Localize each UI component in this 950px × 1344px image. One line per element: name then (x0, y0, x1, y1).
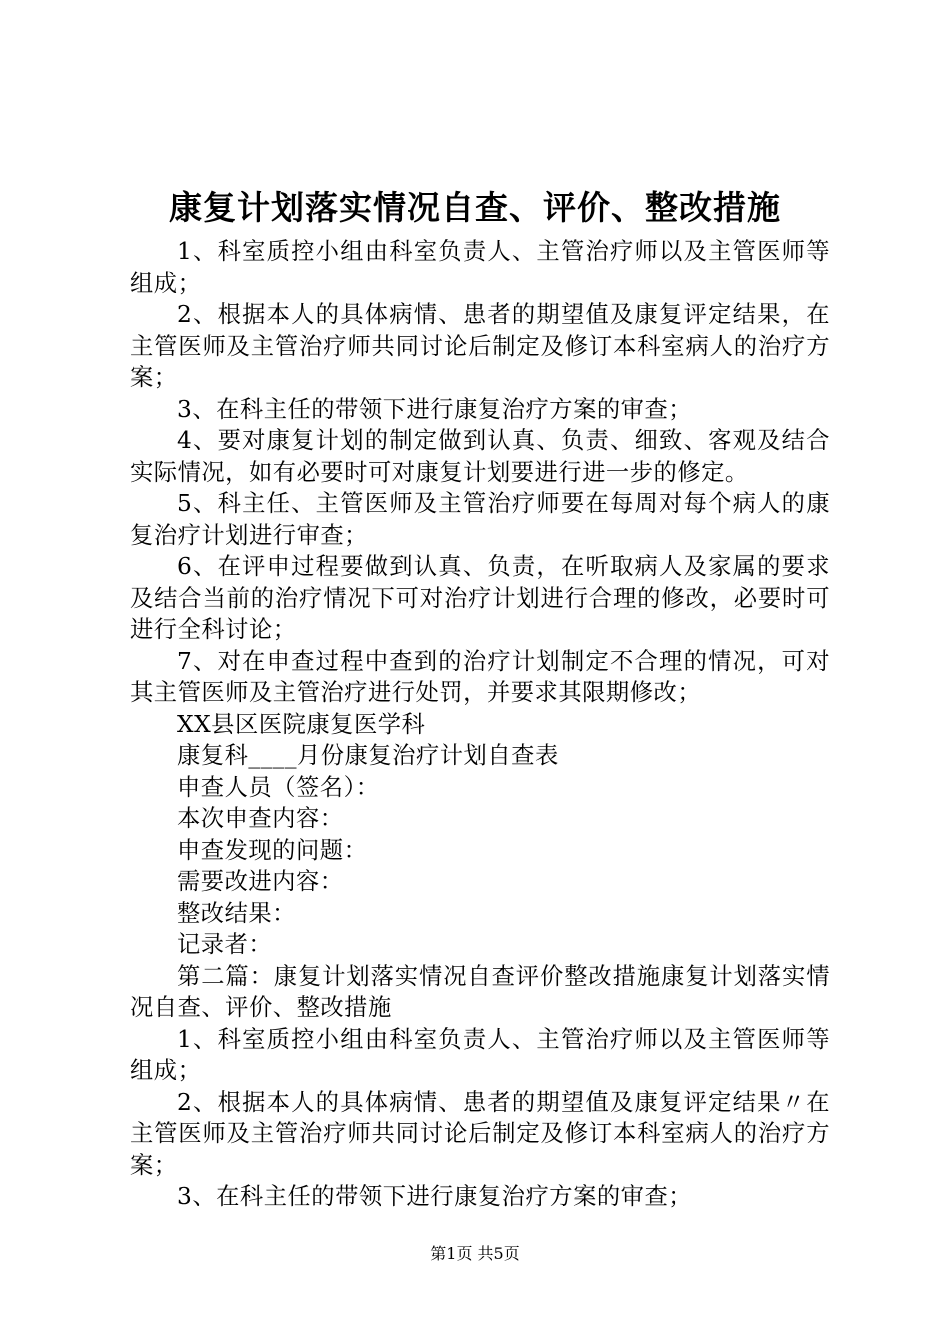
form-field-rectification-result: 整改结果： (177, 899, 296, 927)
second-article-heading: 第二篇：康复计划落实情况自查评价整改措施康复计划落实情况自查、评价、整改措施 (130, 962, 830, 1021)
document-title: 康复计划落实情况自查、评价、整改措施 (169, 188, 781, 227)
paragraph: 6、在评申过程要做到认真、负责，在听取病人及家属的要求及结合当前的治疗情况下可对治疗计划进行合理的修改，必要时可进行全科讨论； (130, 553, 830, 643)
form-field-recorder: 记录者： (177, 931, 273, 958)
paragraph: 3、在科主任的带领下进行康复治疗方案的审查； (177, 1183, 693, 1210)
form-field-problems-found: 申查发现的问题： (177, 836, 368, 864)
paragraph: 2、根据本人的具体病情、患者的期望值及康复评定结果，在主管医师及主管治疗师共同讨论后制定及修订本科室病人的治疗方案； (130, 301, 830, 391)
paragraph: 1、科室质控小组由科室负责人、主管治疗师以及主管医师等组成； (130, 238, 830, 297)
hospital-department-line: XX县区医院康复医学科 (177, 710, 426, 738)
paragraph: 5、科主任、主管医师及主管治疗师要在每周对每个病人的康复治疗计划进行审查； (130, 490, 830, 549)
paragraph: 7、对在申查过程中查到的治疗计划制定不合理的情况，可对其主管医师及主管治疗进行处罚，并要求其限期修改； (130, 647, 830, 706)
paragraph: 3、在科主任的带领下进行康复治疗方案的审查； (177, 395, 693, 423)
form-field-improvements: 需要改进内容： (177, 868, 344, 895)
paragraph: 2、根据本人的具体病情、患者的期望值及康复评定结果〃在主管医师及主管治疗师共同讨论后制定及修订本科室病人的治疗方案； (130, 1088, 830, 1179)
self-check-form-title: 康复科____月份康复治疗计划自查表 (177, 742, 559, 769)
form-field-reviewer: 申查人员（签名）： (177, 773, 380, 801)
paragraph: 4、要对康复计划的制定做到认真、负责、细致、客观及结合实际情况，如有必要时可对康复计划要进行进一步的修定。 (130, 427, 830, 486)
document-body (130, 236, 830, 1213)
page-number: 第1页 共5页 (430, 1244, 520, 1263)
paragraph: 1、科室质控小组由科室负责人、主管治疗师以及主管医师等组成； (130, 1025, 830, 1084)
form-field-review-content: 本次申查内容： (177, 805, 344, 832)
